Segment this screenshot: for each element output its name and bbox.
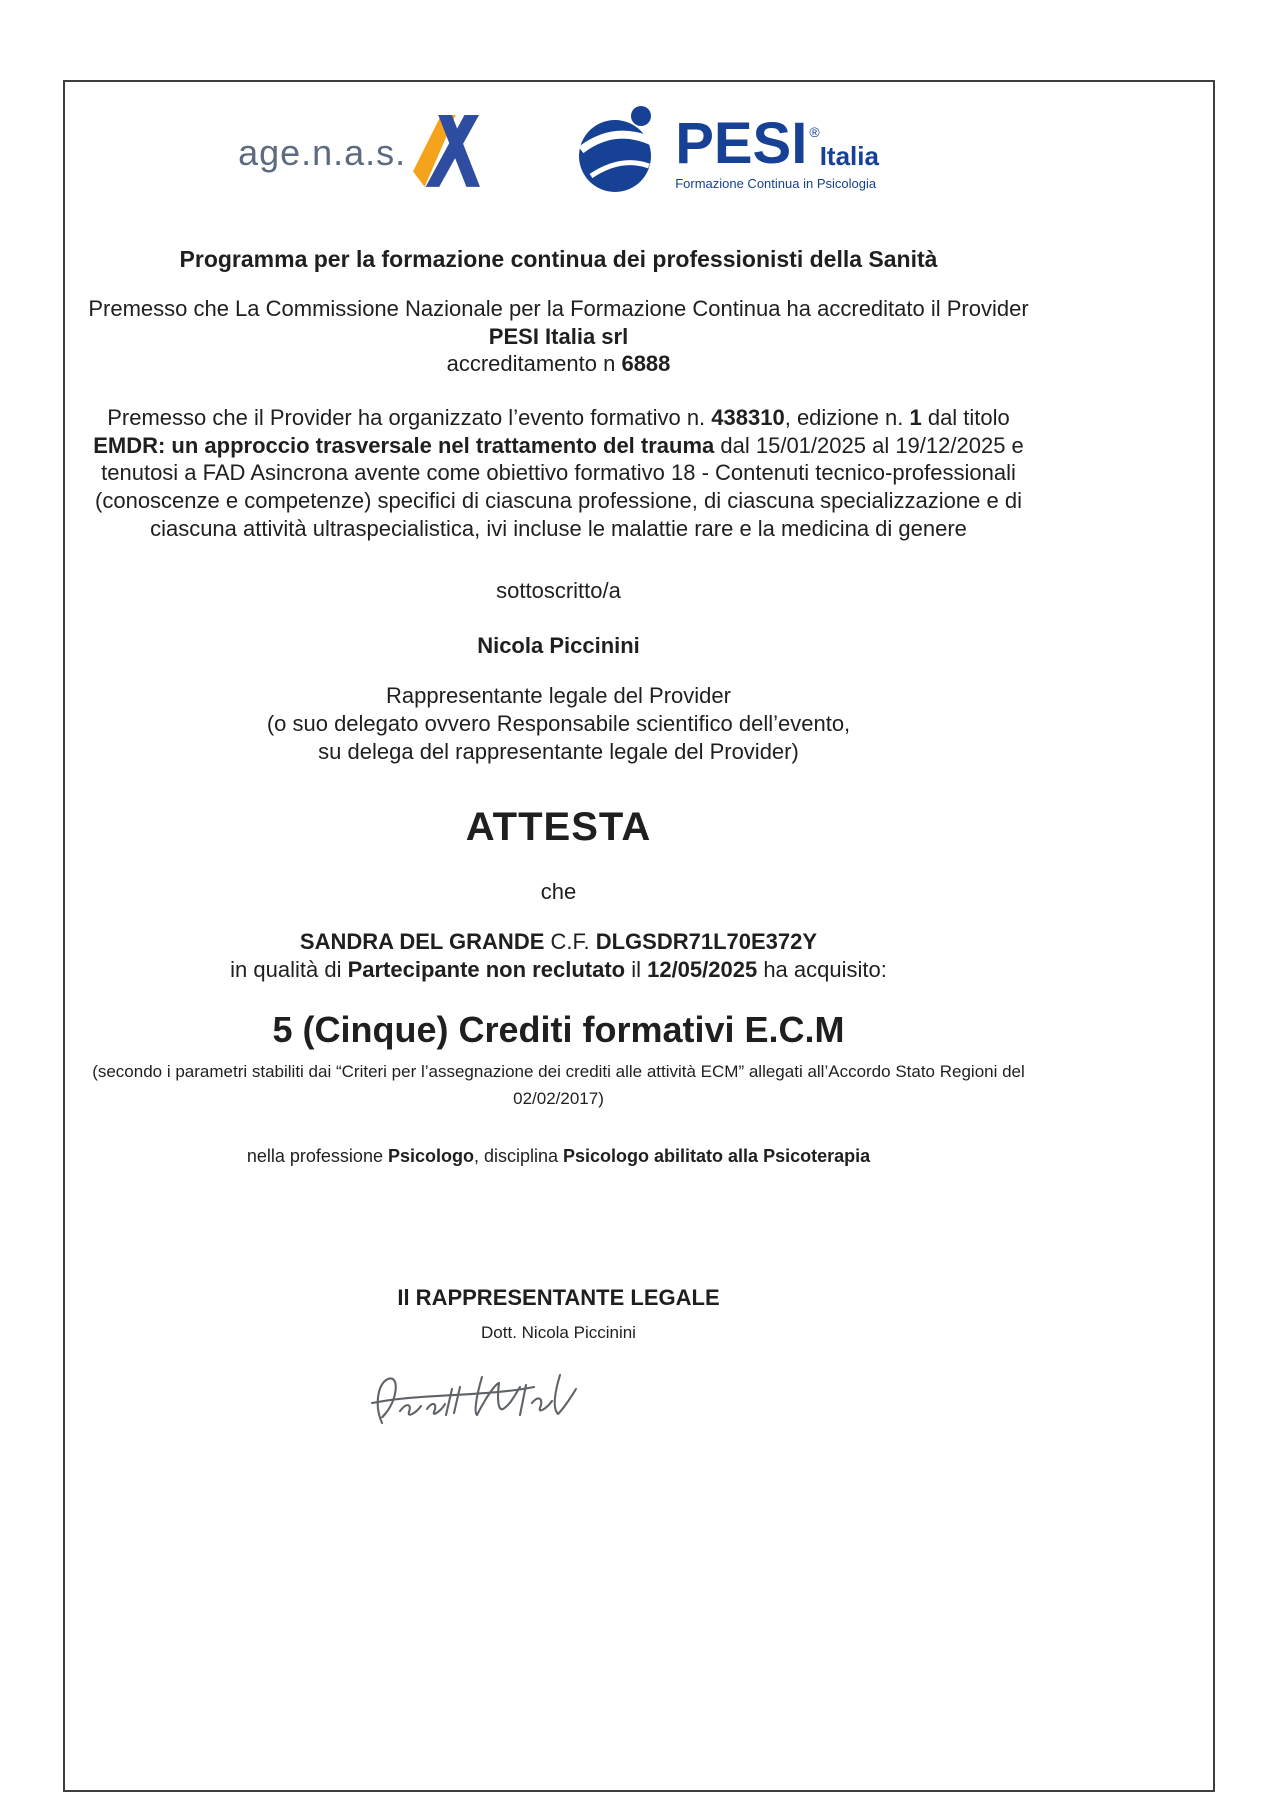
- role-line: Rappresentante legale del Provider: [386, 683, 731, 709]
- handwritten-signature-image: [1, 1357, 976, 1442]
- profession-paragraph: [71, 1146, 1046, 1167]
- participant-text: in qualità di: [230, 956, 348, 982]
- pesi-region: Italia: [819, 141, 879, 171]
- pesi-logo: [575, 104, 879, 201]
- profession-name: Psicologo: [387, 1146, 474, 1167]
- event-text: dal titolo: [921, 405, 1010, 431]
- subscriber-roles: [71, 682, 1046, 765]
- subscriber-name: Nicola Piccinini: [477, 633, 640, 659]
- participant-name: SANDRA DEL GRANDE: [299, 928, 545, 954]
- provider-name: PESI Italia srl: [488, 323, 629, 349]
- pesi-registered-mark: ®: [809, 124, 820, 140]
- legal-representative-name: Dott. Nicola Piccinini: [481, 1323, 636, 1343]
- subscriber-label: sottoscritto/a: [496, 577, 621, 603]
- accreditation-label: accreditamento n: [446, 351, 622, 377]
- agenas-wordmark: age.n.a.s.: [238, 131, 407, 173]
- credits-headline: 5 (Cinque) Crediti formativi E.C.M: [272, 1009, 845, 1051]
- agenas-ribbon-icon: [412, 108, 480, 197]
- participant-paragraph: [71, 928, 1046, 983]
- event-number: 438310: [711, 405, 785, 431]
- accreditation-line: Premesso che La Commissione Nazionale per la Formazione Continua ha accreditato il Provider: [88, 295, 1029, 321]
- event-text: , edizione n.: [784, 405, 910, 431]
- accreditation-paragraph: [71, 295, 1046, 378]
- logo-row: [71, 104, 1046, 201]
- certificate-title: Programma per la formazione continua dei professionisti della Sanità: [179, 246, 938, 272]
- role-line: (o suo delegato ovvero Responsabile scientifico dell’evento,: [266, 710, 851, 736]
- attesta-that: che: [540, 879, 577, 905]
- event-paragraph: [71, 404, 1046, 543]
- event-text: Premesso che il Provider ha organizzato l’evento formativo n.: [107, 405, 712, 431]
- event-title: EMDR: un approccio trasversale nel trattamento del trauma: [93, 432, 715, 458]
- role-line: su delega del rappresentante legale del Provider): [318, 738, 799, 764]
- legal-representative-heading: Il RAPPRESENTANTE LEGALE: [397, 1285, 720, 1311]
- participant-cf-label: C.F.: [544, 928, 596, 954]
- profession-discipline: Psicologo abilitato alla Psicoterapia: [563, 1146, 871, 1167]
- participant-text: ha acquisito:: [757, 956, 887, 982]
- event-edition: 1: [909, 405, 922, 431]
- pesi-tagline: Formazione Continua in Psicologia: [675, 176, 877, 191]
- pesi-runner-icon: [575, 104, 665, 201]
- event-text: dal 15/01/2025 al 19/12/2025 e tenutosi a FAD Asincrona avente come obiettivo formativo 18 - Contenuti tecnico-professionali (conoscenze e competenze) specifici di ciascuna professione, di ciascuna specializzazione e di ciascuna attività ultraspecialistica, ivi incluse le malattie rare e la medicina di genere: [95, 432, 1024, 541]
- credits-note: (secondo i parametri stabiliti dai “Criteri per l’assegnazione dei crediti alle attività ECM” allegati all’Accordo Stato Regioni del 02/02/2017): [92, 1062, 1025, 1108]
- certificate-content: [71, 104, 1046, 1442]
- accreditation-number: 6888: [621, 351, 671, 377]
- attesta-heading: ATTESTA: [465, 805, 652, 850]
- certificate-border-frame: [63, 80, 1215, 1792]
- pesi-name: PESI: [675, 111, 808, 176]
- agenas-logo: [238, 108, 480, 197]
- participant-cf: DLGSDR71L70E372Y: [595, 928, 818, 954]
- participant-date: 12/05/2025: [647, 956, 758, 982]
- participant-text: il: [625, 956, 648, 982]
- pesi-text-block: [675, 111, 879, 191]
- profession-text: nella professione: [246, 1146, 388, 1167]
- profession-text: , disciplina: [473, 1146, 564, 1167]
- participant-status: Partecipante non reclutato: [347, 956, 626, 982]
